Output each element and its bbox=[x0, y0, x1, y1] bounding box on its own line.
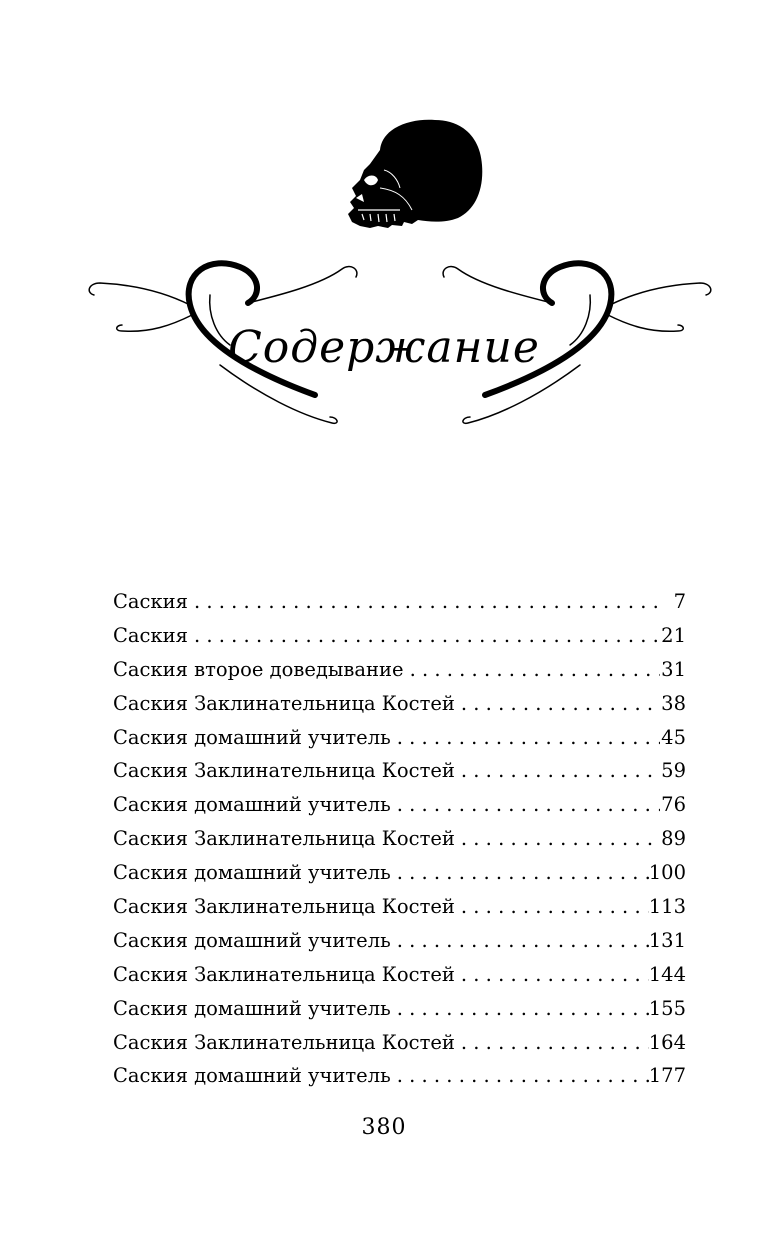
toc-entry[interactable] bbox=[113, 856, 686, 890]
toc-entry-title: Саския Заклинательница Костей bbox=[113, 895, 455, 919]
toc-entry-page: 144 bbox=[648, 962, 686, 986]
toc-entry-title: Саския домашний учитель bbox=[113, 928, 391, 952]
toc-entry-page: 155 bbox=[648, 996, 686, 1020]
toc-entry[interactable] bbox=[113, 890, 686, 924]
toc-entry-page: 38 bbox=[661, 691, 686, 715]
toc-leader-dots bbox=[391, 1059, 649, 1093]
toc-entry-page: 45 bbox=[661, 725, 686, 749]
toc-leader-dots bbox=[391, 856, 649, 890]
toc-leader-dots bbox=[391, 992, 649, 1026]
toc-leader-dots bbox=[391, 788, 660, 822]
toc-leader-dots bbox=[404, 653, 660, 687]
toc-entry-title: Саския домашний учитель bbox=[113, 793, 391, 817]
page-title: Содержание bbox=[228, 322, 540, 373]
table-of-contents bbox=[113, 585, 686, 1093]
toc-leader-dots bbox=[188, 585, 660, 619]
toc-entry-title: Саския Заклинательница Костей bbox=[113, 827, 455, 851]
toc-entry-page: 164 bbox=[648, 1030, 686, 1054]
toc-entry-title: Саския второе доведывание bbox=[113, 657, 404, 681]
toc-entry[interactable] bbox=[113, 1026, 686, 1060]
toc-leader-dots bbox=[455, 687, 660, 721]
page-number: 380 bbox=[361, 1115, 407, 1140]
toc-entry-title: Саския Заклинательница Костей bbox=[113, 1030, 455, 1054]
toc-entry[interactable] bbox=[113, 992, 686, 1026]
toc-entry-page: 113 bbox=[648, 895, 686, 919]
toc-entry[interactable] bbox=[113, 788, 686, 822]
toc-entry[interactable] bbox=[113, 687, 686, 721]
toc-entry-title: Саския Заклинательница Костей bbox=[113, 962, 455, 986]
toc-leader-dots bbox=[455, 754, 660, 788]
toc-entry[interactable] bbox=[113, 585, 686, 619]
toc-entry-title: Саския bbox=[113, 623, 188, 647]
toc-entry[interactable] bbox=[113, 924, 686, 958]
toc-leader-dots bbox=[188, 619, 660, 653]
toc-entry[interactable] bbox=[113, 958, 686, 992]
toc-entry-title: Саския домашний учитель bbox=[113, 725, 391, 749]
skull-icon bbox=[340, 110, 490, 235]
toc-leader-dots bbox=[455, 822, 660, 856]
toc-entry[interactable] bbox=[113, 822, 686, 856]
toc-entry-page: 89 bbox=[661, 827, 686, 851]
toc-entry-title: Саския bbox=[113, 590, 188, 613]
toc-entry-page: 59 bbox=[661, 759, 686, 783]
toc-leader-dots bbox=[391, 924, 649, 958]
toc-entry-title: Саския домашний учитель bbox=[113, 996, 391, 1020]
toc-entry-page: 177 bbox=[648, 1064, 686, 1088]
toc-entry-title: Саския Заклинательница Костей bbox=[113, 691, 455, 715]
toc-entry[interactable] bbox=[113, 721, 686, 755]
toc-leader-dots bbox=[391, 721, 660, 755]
toc-entry-page: 100 bbox=[648, 861, 686, 885]
toc-entry[interactable] bbox=[113, 619, 686, 653]
toc-entry-page: 7 bbox=[673, 590, 686, 613]
toc-entry-page: 21 bbox=[661, 623, 686, 647]
toc-entry-title: Саския Заклинательница Костей bbox=[113, 759, 455, 783]
toc-leader-dots bbox=[455, 1026, 649, 1060]
toc-entry-page: 31 bbox=[661, 657, 686, 681]
toc-entry-page: 76 bbox=[661, 793, 686, 817]
toc-entry[interactable] bbox=[113, 653, 686, 687]
toc-entry-title: Саския домашний учитель bbox=[113, 861, 391, 885]
toc-entry-title: Саския домашний учитель bbox=[113, 1064, 391, 1088]
toc-entry[interactable] bbox=[113, 754, 686, 788]
toc-entry[interactable] bbox=[113, 1059, 686, 1093]
toc-leader-dots bbox=[455, 890, 649, 924]
toc-leader-dots bbox=[455, 958, 649, 992]
toc-entry-page: 131 bbox=[648, 928, 686, 952]
